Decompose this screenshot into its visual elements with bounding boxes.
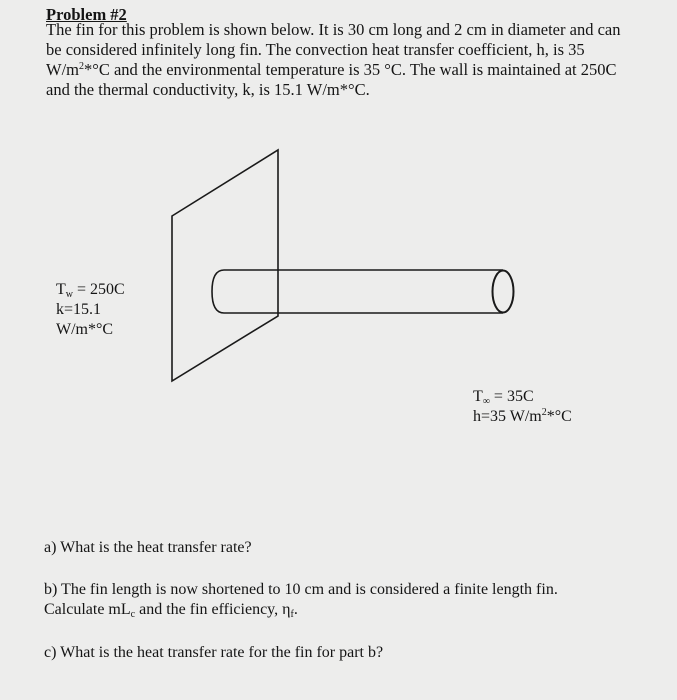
wall-conditions [56,280,125,340]
question-b-line-1: b) The fin length is now shortened to 10 cm and is considered a finite length fin. [44,581,558,598]
wall-temperature: $T_w = 250C$ [56,281,125,300]
fin-tip [493,271,514,313]
convection-coefficient: h=35 $W/m^2*^\circ C$ [473,407,572,425]
wall-shape [172,150,278,381]
environment-conditions [473,387,572,427]
conductivity-units: W/m*°C [56,321,114,338]
ambient-temperature: $T_\infty = 35C$ [473,388,534,407]
statement-line-3: $W/m^2*^\circ C$ and the environmental temperature is 35 °C. The wall is maintained at 250C [46,60,617,79]
conductivity-value: k=15.1 [56,301,102,318]
statement-line-2: be considered infinitely long fin. The convection heat transfer coefficient, h, is 35 [46,40,585,59]
fin-base [212,270,224,313]
question-b-line-2: Calculate $mL_c$ and the fin efficiency, $\eta_f$. [44,601,298,620]
question-b [44,580,558,620]
question-c: c) What is the heat transfer rate for the fin for part b? [44,644,384,661]
statement-line-1: The fin for this problem is shown below. It is 30 cm long and 2 cm in diameter and can [46,20,621,39]
question-a: a) What is the heat transfer rate? [44,539,252,556]
fin-body [224,270,503,313]
problem-title: Problem #2 [46,5,127,24]
statement-line-4: and the thermal conductivity, k, is 15.1 W/m*°C. [46,80,370,99]
